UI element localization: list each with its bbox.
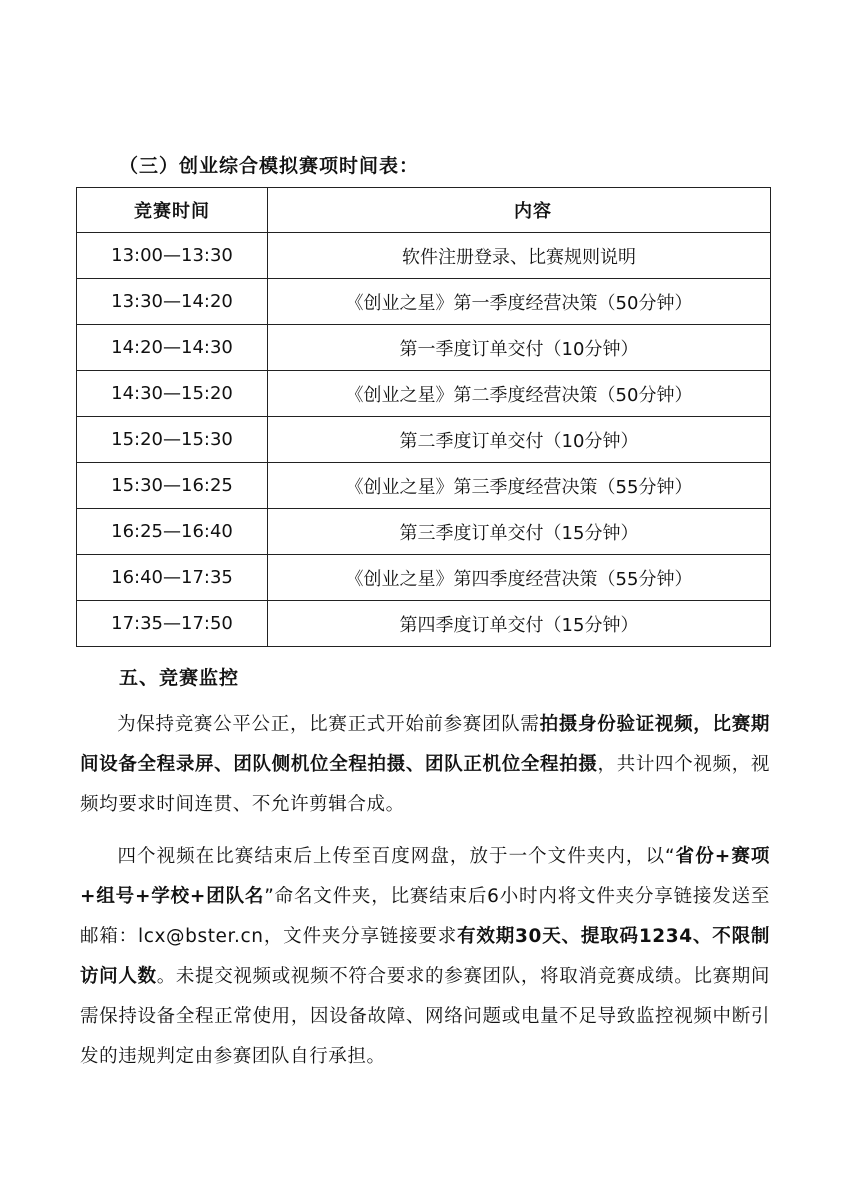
schedule-table-title: （三）创业综合模拟赛项时间表： — [119, 155, 420, 177]
content-cell: 《创业之星》第四季度经营决策（55分钟） — [268, 555, 771, 601]
time-cell: 13:00—13:30 — [77, 233, 268, 279]
content-cell: 《创业之星》第三季度经营决策（55分钟） — [268, 463, 771, 509]
table-row — [77, 325, 771, 371]
table-row — [77, 371, 771, 417]
schedule-table — [76, 187, 771, 647]
section-heading-monitoring: 五、竞赛监控 — [119, 667, 240, 689]
monitoring-paragraph-2 — [80, 837, 770, 1077]
paragraph-text: 。未提交视频或视频不符合要求的参赛团队，将取消竞赛成绩。比赛期间需保持设备全程正常使用，因设备故障、网络问题或电量不足导致监控视频中断引发的违规判定由参赛团队自行承担。 — [80, 966, 771, 1067]
time-cell: 17:35—17:50 — [77, 601, 268, 647]
content-cell: 《创业之星》第一季度经营决策（50分钟） — [268, 279, 771, 325]
content-cell: 软件注册登录、比赛规则说明 — [268, 233, 771, 279]
table-row — [77, 555, 771, 601]
header-time: 竞赛时间 — [77, 188, 268, 233]
paragraph-bold-text: 拍摄身份验证视频，比赛期间设备全程录屏、团队侧机位全程拍摄、团队正机位全程拍摄 — [80, 714, 771, 775]
table-row — [77, 233, 771, 279]
content-cell: 第一季度订单交付（10分钟） — [268, 325, 771, 371]
paragraph-text: ，共计四个视频，视频均要求时间连贯、不允许剪辑合成。 — [80, 754, 770, 815]
table-header-row — [77, 188, 771, 233]
table-row — [77, 279, 771, 325]
paragraph-text: 四个视频在比赛结束后上传至百度网盘，放于一个文件夹内，以“ — [117, 846, 676, 867]
time-cell: 14:20—14:30 — [77, 325, 268, 371]
paragraph-bold-text: 有效期30天、提取码1234、不限制访问人数 — [80, 926, 770, 987]
content-cell: 第二季度订单交付（10分钟） — [268, 417, 771, 463]
table-row — [77, 463, 771, 509]
monitoring-paragraph-1 — [80, 705, 770, 825]
time-cell: 13:30—14:20 — [77, 279, 268, 325]
paragraph-text: 为保持竞赛公平公正，比赛正式开始前参赛团队需 — [117, 714, 540, 735]
content-cell: 第四季度订单交付（15分钟） — [268, 601, 771, 647]
paragraph-text: ”命名文件夹，比赛结束后6小时内将文件夹分享链接发送至邮箱：lcx@bster.cn，文件夹分享链接要求 — [80, 886, 770, 947]
table-row — [77, 417, 771, 463]
time-cell: 16:40—17:35 — [77, 555, 268, 601]
time-cell: 14:30—15:20 — [77, 371, 268, 417]
time-cell: 16:25—16:40 — [77, 509, 268, 555]
header-content: 内容 — [268, 188, 771, 233]
table-row — [77, 509, 771, 555]
time-cell: 15:20—15:30 — [77, 417, 268, 463]
paragraph-bold-text: 省份+赛项+组号+学校+团队名 — [80, 846, 770, 907]
time-cell: 15:30—16:25 — [77, 463, 268, 509]
content-cell: 第三季度订单交付（15分钟） — [268, 509, 771, 555]
content-cell: 《创业之星》第二季度经营决策（50分钟） — [268, 371, 771, 417]
table-row — [77, 601, 771, 647]
